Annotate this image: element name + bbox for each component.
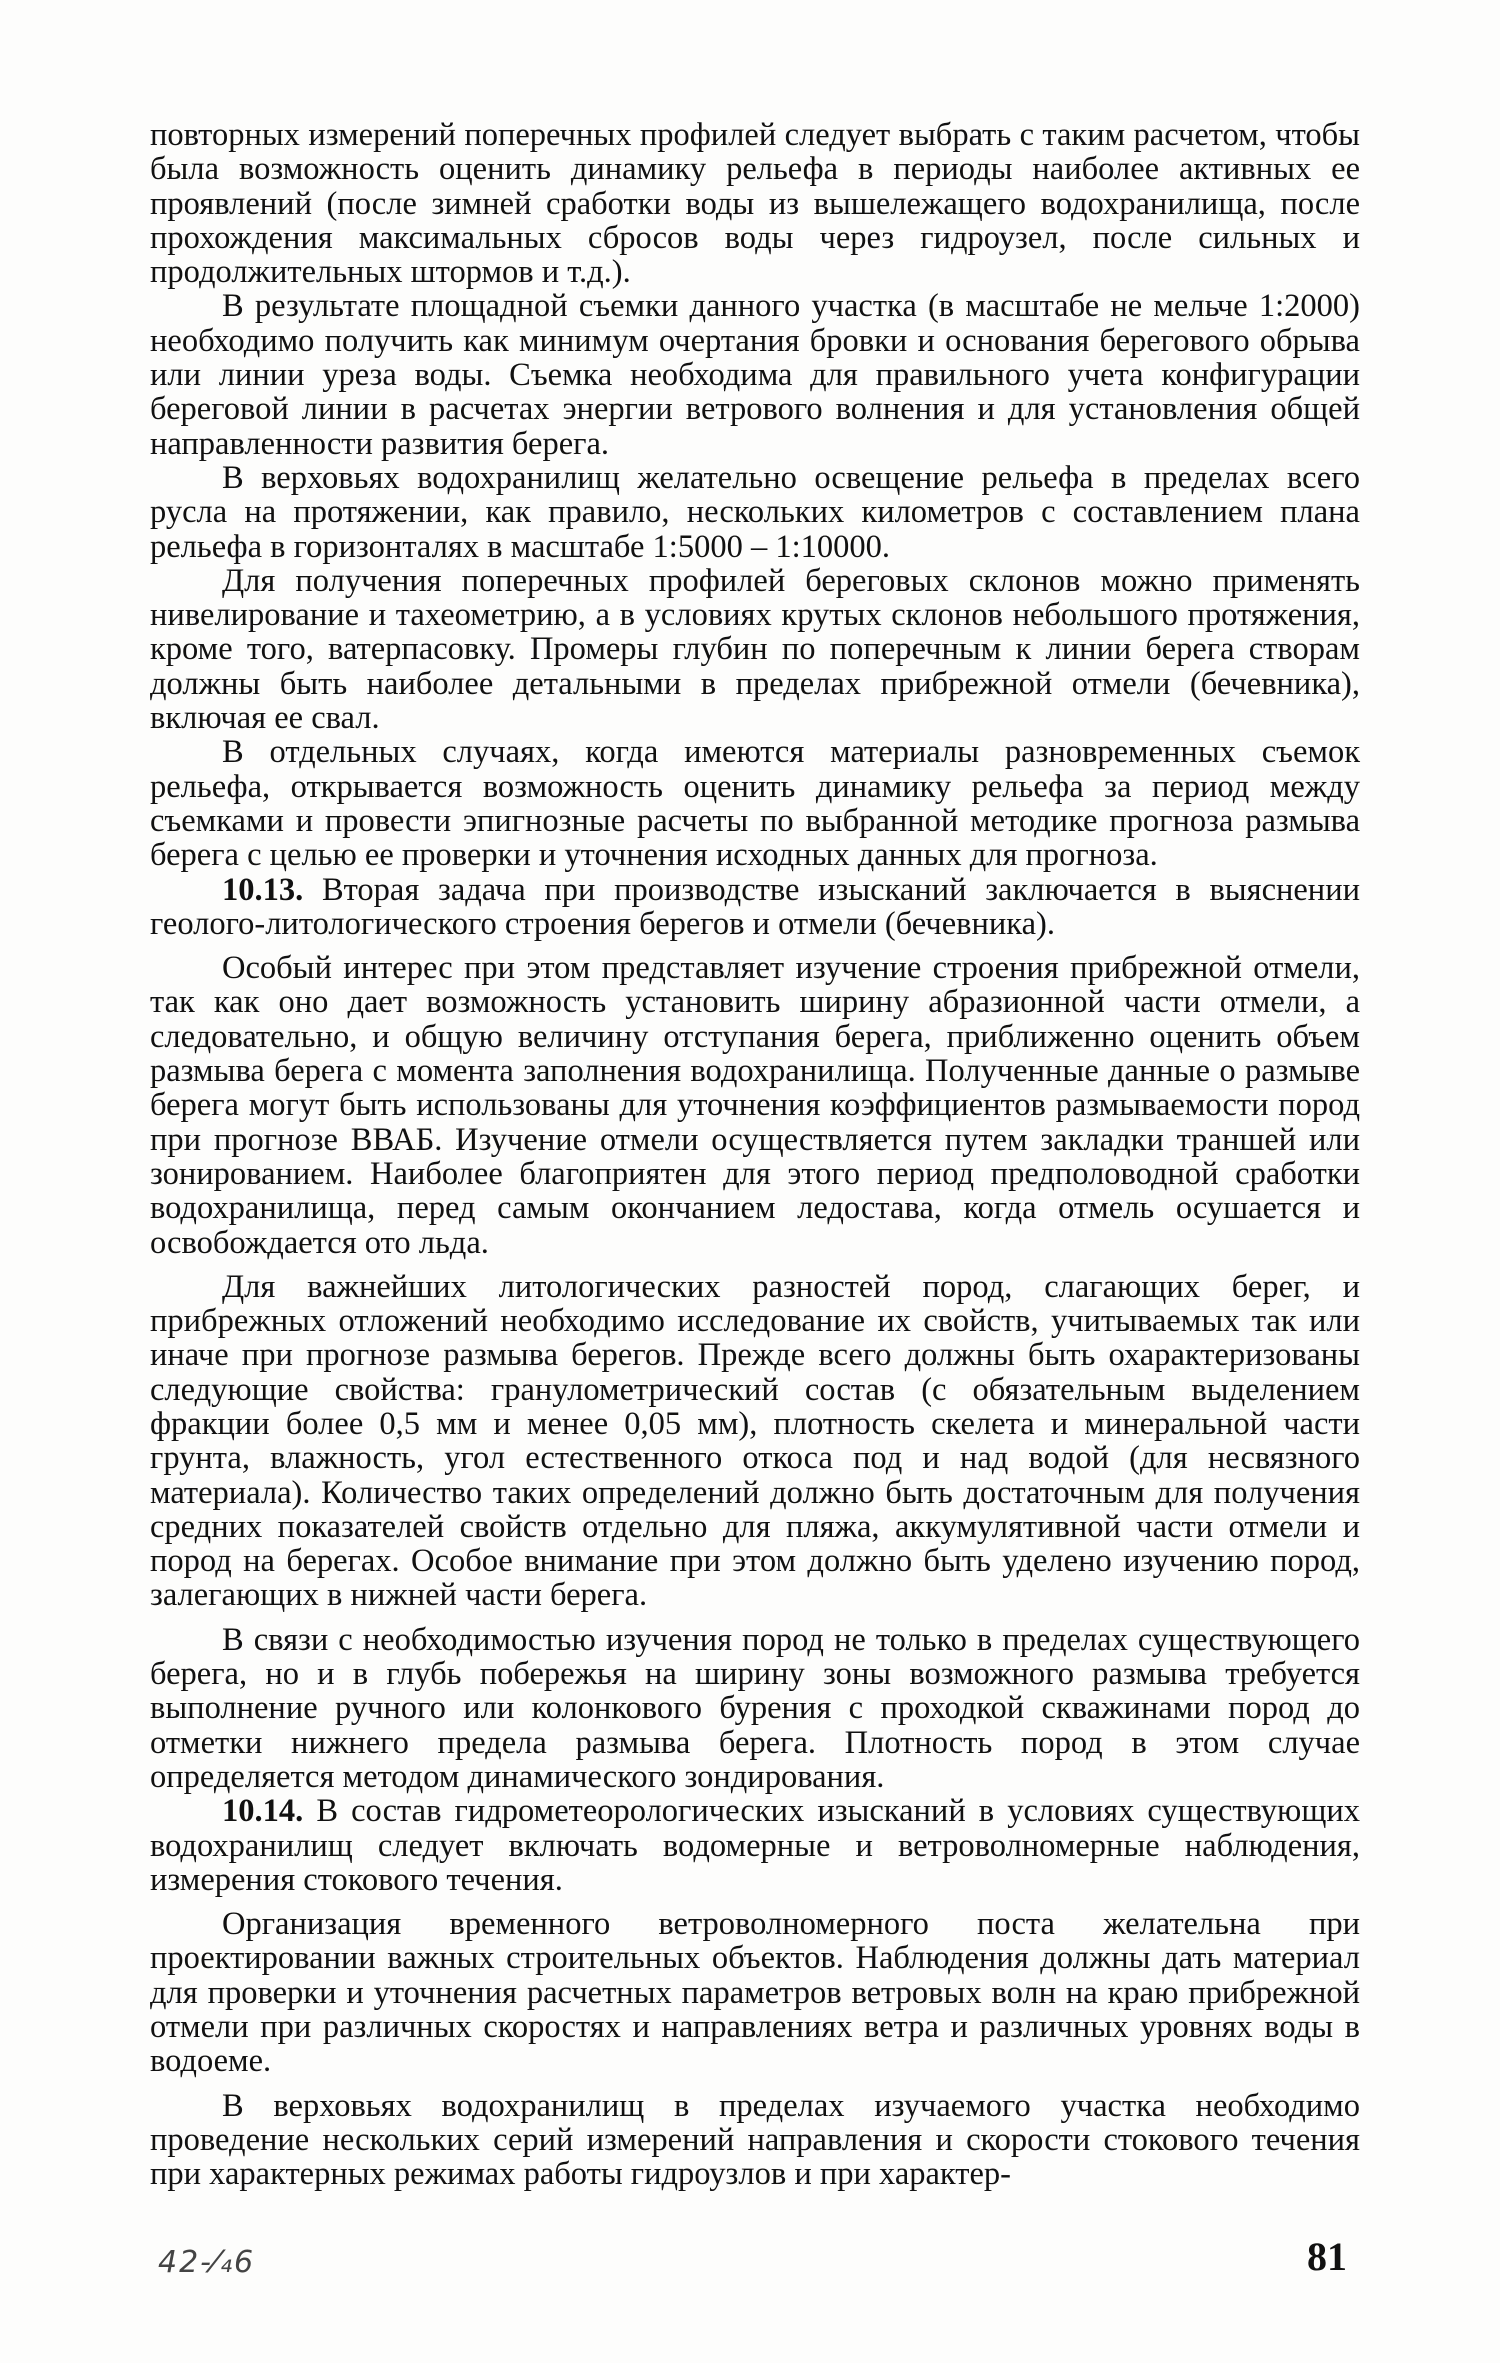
paragraph-3: В верховьях водохранилищ желательно освещение рельефа в пределах всего русла на протяжении, как правило, нескольких километров с составлением плана рельефа в горизонталях в масштабе 1:5000 – 1:10000. [150, 459, 1360, 565]
paragraph-1: повторных измерений поперечных профилей следует выбрать с таким расчетом, чтобы была возможность оценить динамику рельефа в периоды наиболее активных ее проявлений (после зимней сработки воды из вышележащего водохранилища, после прохождения максимальных сбросов воды через гидроузел, после сильных и продолжительных штормов и т.д.). [150, 117, 1360, 291]
paragraph-11: Организация временного ветроволномерного поста желательна при проектировании важных строительных объектов. Наблюдения должны дать материал для проверки и уточнения расчетных параметров ветровых волн на краю прибрежной отмели при различных скоростях и направлениях ветра и различных уровнях воды в водоеме. [150, 1906, 1360, 2080]
paragraph-5: В отдельных случаях, когда имеются материалы разновременных съемок рельефа, открывается возможность оценить динамику рельефа за период между съемками и провести эпигнозные расчеты по выбранной методике прогноза размыва берега с целью ее проверки и уточнения исходных данных для прогноза. [150, 734, 1360, 874]
paragraph-6-section-10-13 [150, 873, 1360, 942]
paragraph-2: В результате площадной съемки данного участка (в масштабе не мельче 1:2000) необходимо получить как минимум очертания бровки и основания берегового обрыва или линии уреза воды. Съемка необходима для правильного учета конфигурации береговой линии в расчетах энергии ветрового волнения и для установления общей направленности развития берега. [150, 288, 1360, 462]
section-text: В состав гидрометеорологических изысканий в условиях существующих водохранилищ следует включать водомерные и ветроволномерные наблюдения, измерения стокового течения. [150, 1793, 1360, 1898]
page-number: 81 [1307, 2234, 1347, 2279]
paragraph-4: Для получения поперечных профилей береговых склонов можно применять нивелирование и тахеометрию, а в условиях крутых склонов небольшого протяжения, кроме того, ватерпасовку. Промеры глубин по поперечным к линии берега створам должны быть наиболее детальными в пределах прибрежной отмели (бечевника), включая ее свал. [150, 562, 1360, 737]
section-number: 10.14. [222, 1793, 304, 1830]
handwritten-code: 42-⁄₄6 [158, 2245, 256, 2280]
body-text [150, 118, 1360, 2192]
paragraph-8: Для важнейших литологических разностей пород, слагающих берег, и прибрежных отложений необходимо исследование их свойств, учитываемых так или иначе при прогнозе размыва берегов. Прежде всего должны быть охарактеризованы следующие свойства: гранулометрический состав (с обязательным выделением фракции более 0,5 мм и менее 0,05 мм), плотность скелета и минеральной части грунта, влажность, угол естественного откоса под и над водой (для несвязного материала). Количество таких определений должно быть достаточным для получения средних показателей свойств отдельно для пляжа, аккумулятивной части отмели и пород на берегах. Особое внимание при этом должно быть уделено изучению пород, залегающих в нижней части берега. [150, 1268, 1360, 1614]
section-number: 10.13. [222, 871, 304, 908]
paragraph-10-section-10-14 [150, 1794, 1360, 1897]
section-text: Вторая задача при производстве изысканий заключается в выяснении геолого-литологического строения берегов и отмели (бечевника). [150, 871, 1360, 942]
paragraph-12: В верховьях водохранилищ в пределах изучаемого участка необходимо проведение нескольких серий измерений направления и скорости стокового течения при характерных режимах работы гидроузлов и при характер- [150, 2087, 1360, 2193]
paragraph-9: В связи с необходимостью изучения пород не только в пределах существующего берега, но и в глубь побережья на ширину зоны возможного размыва требуется выполнение ручного или колонкового бурения с проходкой скважинами пород до отметки нижнего предела размыва берега. Плотность пород в этом случае определяется методом динамического зондирования. [150, 1621, 1360, 1795]
paragraph-7: Особый интерес при этом представляет изучение строения прибрежной отмели, так как оно дает возможность установить ширину абразионной части отмели, а следовательно, и общую величину отступания берега, приближенно оценить объем размыва берега с момента заполнения водохранилища. Полученные данные о размыве берега могут быть использованы для уточнения коэффициентов размываемости пород при прогнозе ВВАБ. Изучение отмели осуществляется путем закладки траншей или зонированием. Наиболее благоприятен для этого период предполоводной сработки водохранилища, перед самым окончанием ледостава, когда отмель осушается и освобождается ото льда. [150, 950, 1360, 1261]
